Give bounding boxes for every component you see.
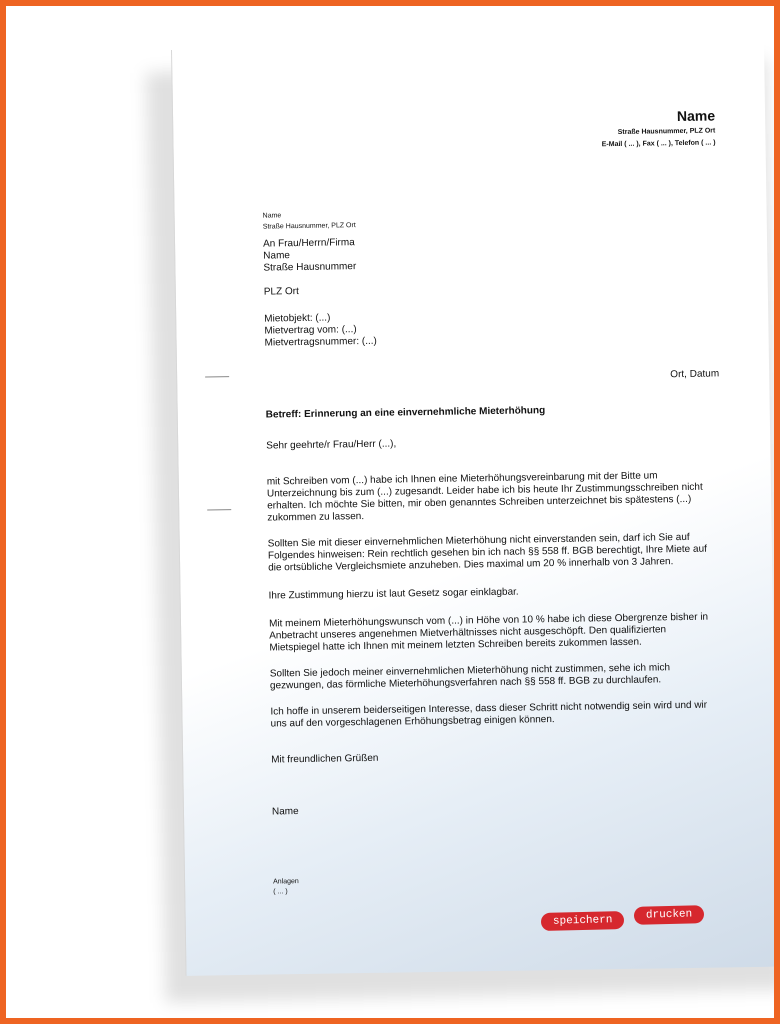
paragraph-3: Ihre Zustimmung hierzu ist laut Gesetz sogar einklagbar.: [268, 586, 519, 602]
salutation: Sehr geehrte/r Frau/Herr (...),: [266, 438, 397, 452]
print-button[interactable]: drucken: [634, 905, 705, 925]
attachments-label: Anlagen: [273, 878, 299, 886]
recipient-line-1: An Frau/Herrn/Firma: [262, 237, 355, 250]
return-address-street: Straße Hausnummer, PLZ Ort: [262, 222, 356, 231]
reference-contract-date: Mietvertrag vom: (...): [264, 324, 357, 337]
recipient-line-4: PLZ Ort: [263, 286, 299, 298]
letter-page: [171, 41, 774, 976]
letterhead-address: Straße Hausnummer, PLZ Ort: [617, 127, 716, 136]
place-date: Ort, Datum: [670, 368, 720, 381]
recipient-line-3: Straße Hausnummer: [263, 261, 357, 274]
save-button[interactable]: speichern: [541, 911, 625, 931]
paragraph-4: Mit meinem Mieterhöhungswunsch vom (...) in Höhe von 10 % habe ich diese Obergrenze bisher in Anbetracht unseres angenehmen Mietverhältnisses nicht ausgeschöpft. Den qualifizierten Mietspiegel hatte ich Ihnen mit meinem letzten Schreiben bereits zukommen lassen.: [268, 611, 709, 654]
reference-object: Mietobjekt: (...): [264, 312, 331, 325]
attachments-value: ( ... ): [273, 888, 288, 896]
paragraph-1: mit Schreiben vom (...) habe ich Ihnen eine Mieterhöhungsvereinbarung mit der Bitte um Unterzeichnung bis zum (...) zugesandt. Leider habe ich bis heute Ihr Zustimmungsschreiben nicht erhalten. Ich möchte Sie bitten, mir oben genanntes Schreiben unterzeichnet bis spätestens (...) zukommen zu lassen.: [266, 470, 703, 524]
subject-line: Betreff: Erinnerung an eine einvernehmliche Mieterhöhung: [265, 405, 546, 421]
image-frame: [6, 6, 774, 1018]
paragraph-2: Sollten Sie mit dieser einvernehmlichen Mieterhöhung nicht einverstanden sein, darf ich Sie auf Folgendes hinweisen: Rein rechtlich gesehen bin ich nach §§ 558 ff. BGB berechtigt, Ihre Miete auf die ortsübliche Vergleichsmiete anzuheben. Dies maximal um 20 % innerhalb von 3 Jahren.: [267, 531, 707, 574]
return-address-name: Name: [262, 212, 282, 220]
reference-contract-number: Mietvertragsnummer: (...): [264, 335, 377, 349]
letterhead-name: Name: [676, 107, 716, 125]
recipient-line-2: Name: [263, 250, 291, 262]
signature-name: Name: [271, 806, 299, 818]
fold-mark-top: [205, 376, 229, 377]
closing: Mit freundlichen Grüßen: [271, 752, 379, 766]
paragraph-6: Ich hoffe in unserem beiderseitigen Interesse, dass dieser Schritt nicht notwendig sein wird und wir uns auf den vorgeschlagenen Erhöhungsbetrag einigen können.: [270, 699, 708, 730]
paragraph-5: Sollten Sie jedoch meiner einvernehmlichen Mieterhöhung nicht zustimmen, sehe ich mich gezwungen, das förmliche Mieterhöhungsverfahren nach §§ 558 ff. BGB zu durchlaufen.: [269, 662, 671, 692]
fold-mark-middle: [207, 509, 231, 510]
letterhead-contact: E-Mail ( ... ), Fax ( ... ), Telefon ( ... ): [601, 139, 716, 149]
